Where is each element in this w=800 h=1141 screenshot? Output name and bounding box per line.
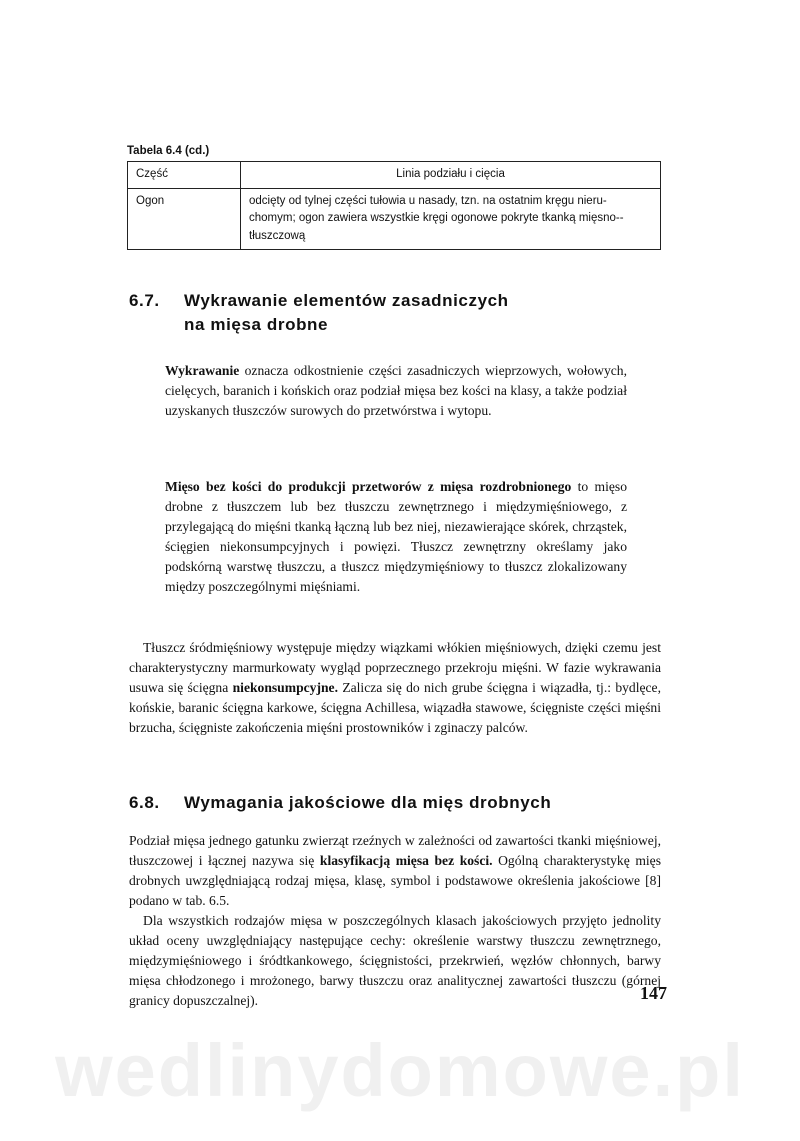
table-cell: odcięty od tylnej części tułowia u nasady, tzn. na ostatnim kręgu nieru-chomym; ogon zawiera wszystkie kręgi ogonowe pokryte tkanką mięsno--tłuszczową: [241, 188, 661, 250]
term-bold: niekonsumpcyjne.: [232, 680, 338, 695]
paragraph-text: Ogólną charakterystykę mięs drobnych uwzględniającą rodzaj mięsa, klasę, symbol i podstawowe określenia jakościowe [8] podano w tab. 6.5.: [129, 853, 661, 908]
paragraph-text: Podział mięsa jednego gatunku zwierząt rzeźnych w zależności od zawartości tkanki mięśniowej, tłuszczowej i łącznej nazywa się: [129, 833, 661, 868]
section-heading-6-7: [129, 289, 509, 337]
paragraph-tluszcz-srodmiesniowy: [129, 638, 661, 738]
paragraph-klasyfikacja: [129, 831, 661, 911]
paragraph-uklad-oceny: Dla wszystkich rodzajów mięsa w poszczególnych klasach jakościowych przyjęto jednolity układ oceny uwzględniający następujące cechy: określenie warstwy tłuszczu zewnętrznego, międzymięśniowego i śródtkankowego, ścięgnistości, przekrwień, węzłów chłonnych, barwy mięsa chłodzonego i mrożonego, barwy tłuszczu oraz analitycznej zawartości tłuszczu (górnej granicy dopuszczalnej).: [129, 913, 661, 1008]
term-bold: Mięso bez kości do produkcji przetworów z mięsa rozdrobnionego: [165, 479, 572, 494]
paragraph-text: Zalicza się do nich grube ścięgna i wiązadła, tj.: bydlęce, końskie, baranic ścięgna karkowe, ścięgna Achillesa, wiązadła stawowe, ścięgniste części mięśni brzucha, ścięgniste zakończenia mięśni prostowników i zginaczy palców.: [129, 680, 661, 735]
section-title: Wymagania jakościowe dla mięs drobnych: [184, 793, 552, 812]
section-number: 6.8.: [129, 793, 160, 812]
paragraph-text: to mięso drobne z tłuszczem lub bez tłuszczu zewnętrznego i międzymięśniowego, z przylegającą do mięśni tkanką łączną lub bez niej, niezawierające skórek, chrząstek, ścięgien niekonsumpcyjnych i powięzi. Tłuszcz zewnętrzny określamy jako podskórną warstwę tłuszczu, a tłuszcz międzymięśniowy to tłuszcz zlokalizowany między poszczególnymi mięśniami.: [165, 479, 627, 594]
table-cell: Ogon: [128, 188, 241, 250]
section-number: 6.7.: [129, 291, 160, 310]
table-caption: Tabela 6.4 (cd.): [127, 145, 210, 157]
table-header-cell: Część: [128, 162, 241, 189]
paragraph-text: oznacza odkostnienie części zasadniczych wieprzowych, wołowych, cielęcych, baranich i końskich oraz podział mięsa bez kości na klasy, a także podział uzyskanych tłuszczów surowych do przetwórstwa i wytopu.: [165, 363, 627, 418]
watermark-text: wedlinydomowe.pl: [55, 1029, 745, 1112]
paragraph-wykrawanie: [165, 361, 627, 421]
table-6-4: [127, 161, 661, 250]
term-bold: klasyfikacją mięsa bez kości.: [319, 853, 493, 868]
paragraph-text: Tłuszcz śródmięśniowy występuje między wiązkami włókien mięśniowych, dzięki czemu jest charakterystyczny marmurkowaty wygląd poprzecznego przekroju mięśni. W fazie wykrawania usuwa się ścięgna: [129, 640, 661, 695]
table-row: [128, 188, 661, 250]
table-header-row: [128, 162, 661, 189]
section-heading-6-8: [129, 791, 551, 815]
section-title-line2: na mięsa drobne: [184, 315, 329, 334]
section-title-line1: Wykrawanie elementów zasadniczych: [184, 291, 509, 310]
page-number: 147: [640, 983, 667, 1003]
table-header-cell: Linia podziału i cięcia: [241, 162, 661, 189]
paragraph-mieso-bez-kosci: [165, 477, 627, 597]
term-bold: Wykrawanie: [165, 363, 240, 378]
